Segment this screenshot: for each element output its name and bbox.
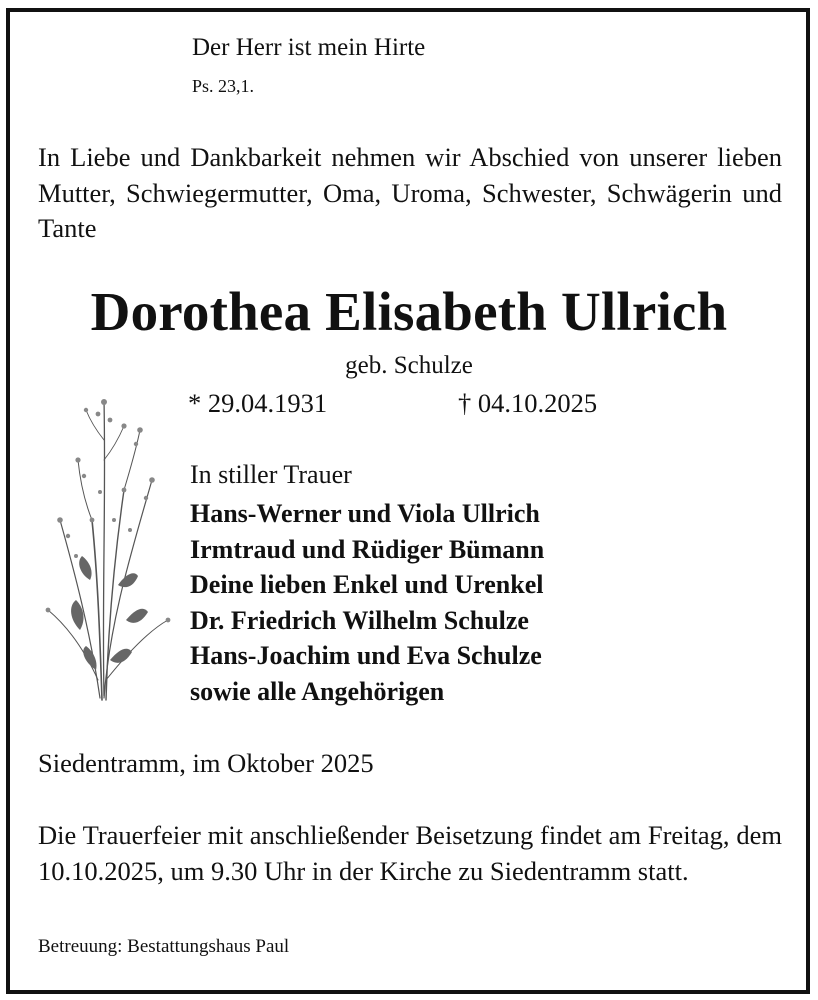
service-notice: Die Trauerfeier mit anschließender Beisetzung findet am Freitag, dem 10.10.2025, um 9.30 Uhr in der Kirche zu Siedentramm statt. [38,820,782,886]
birth-date: * 29.04.1931 [188,388,328,418]
mourning-heading: In stiller Trauer [190,460,352,489]
death-date: † 04.10.2025 [458,388,598,418]
mourner-item: sowie alle Angehörigen [190,676,445,706]
funeral-home-credit: Betreuung: Bestattungshaus Paul [38,936,290,957]
maiden-name: geb. Schulze [345,352,473,379]
flower-bouquet-icon [40,380,180,710]
mourner-item: Dr. Friedrich Wilhelm Schulze [190,605,529,635]
mourner-item: Hans-Werner und Viola Ullrich [190,499,540,528]
intro-text: In Liebe und Dankbarkeit nehmen wir Abschied von unserer lieben Mutter, Schwiegermutter, Oma, Uroma, Schwester, Schwägerin und Tante [38,142,782,243]
place-and-date: Siedentramm, im Oktober 2025 [38,748,374,778]
mourners-list [190,496,544,710]
deceased-name: Dorothea Elisabeth Ullrich [90,281,728,342]
mourner-item: Irmtraud und Rüdiger Bümann [190,534,545,564]
bible-verse-reference: Ps. 23,1. [192,76,255,96]
bible-verse: Der Herr ist mein Hirte [192,34,426,61]
mourner-item: Deine lieben Enkel und Urenkel [190,570,544,600]
mourner-item: Hans-Joachim und Eva Schulze [190,641,542,671]
